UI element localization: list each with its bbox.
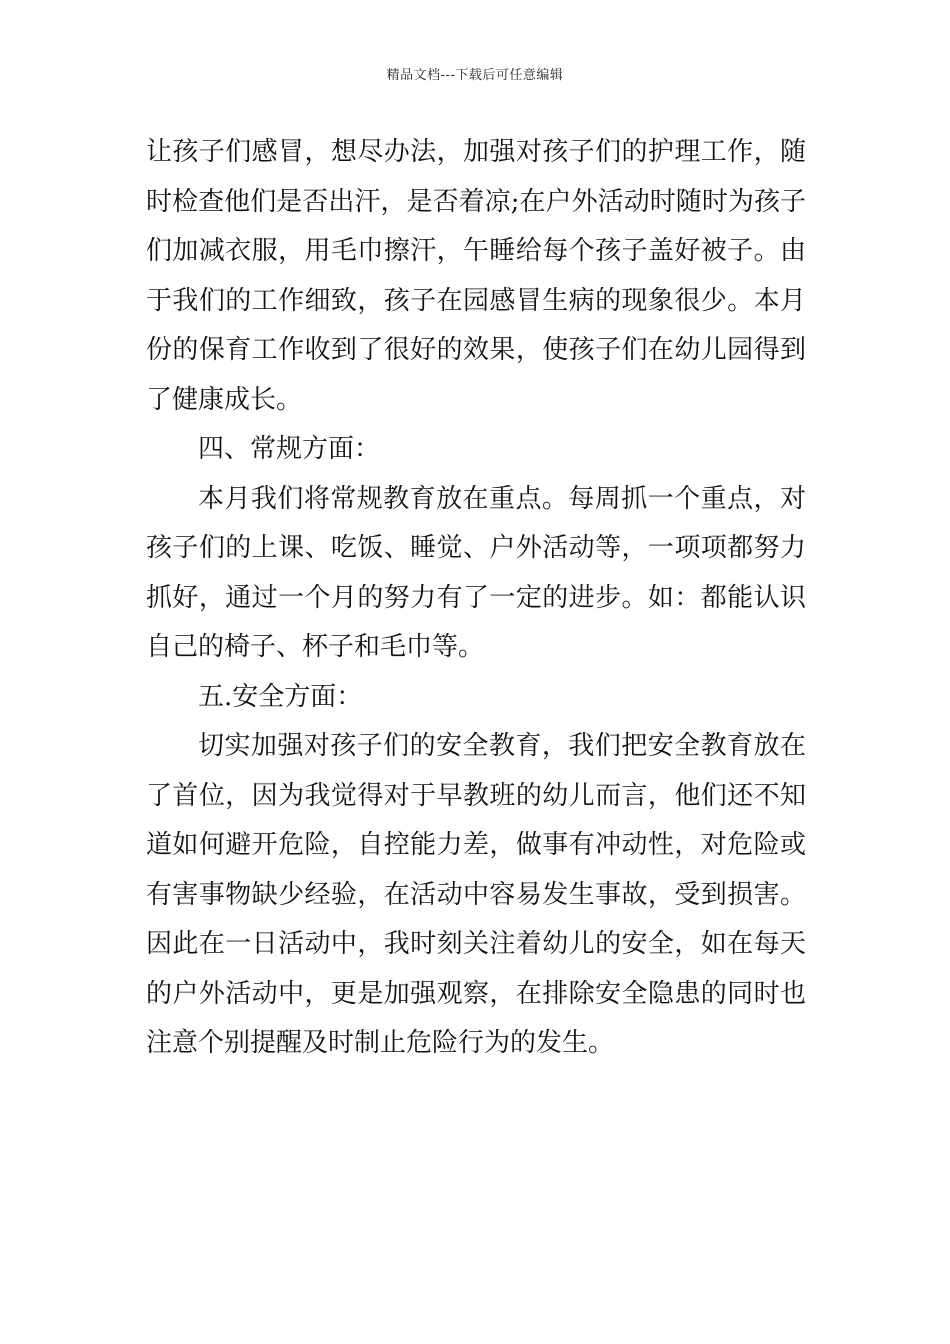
section-heading-safety: 五.安全方面： xyxy=(198,681,363,712)
paragraph-childcare-continued: 让孩子们感冒，想尽办法，加强对孩子们的护理工作，随时检查他们是否出汗，是否着凉;在户外活动时随时为孩子们加减衣服，用毛巾擦汗，午睡给每个孩子盖好被子。由于我们的工作细致，孩子在园感冒生病的现象很少。本月份的保育工作收到了很好的效果，使孩子们在幼儿园得到了健康成长。 xyxy=(146,137,806,415)
paragraph-routine: 本月我们将常规教育放在重点。每周抓一个重点，对孩子们的上课、吃饭、睡觉、户外活动等，一项项都努力抓好，通过一个月的努力有了一定的进步。如：都能认识自己的椅子、杯子和毛巾等。 xyxy=(146,483,806,662)
paragraph-safety: 切实加强对孩子们的安全教育，我们把安全教育放在了首位，因为我觉得对于早教班的幼儿而言，他们还不知道如何避开危险，自控能力差，做事有冲动性，对危险或有害事物缺少经验，在活动中容易发生事故，受到损害。因此在一日活动中，我时刻关注着幼儿的安全，如在每天的户外活动中，更是加强观察，在排除安全隐患的同时也注意个别提醒及时制止危险行为的发生。 xyxy=(146,731,806,1058)
document-body xyxy=(146,128,806,1069)
section-heading-routine: 四、常规方面： xyxy=(198,434,381,464)
page-header: 精品文档---下载后可任意编辑 xyxy=(386,68,564,83)
